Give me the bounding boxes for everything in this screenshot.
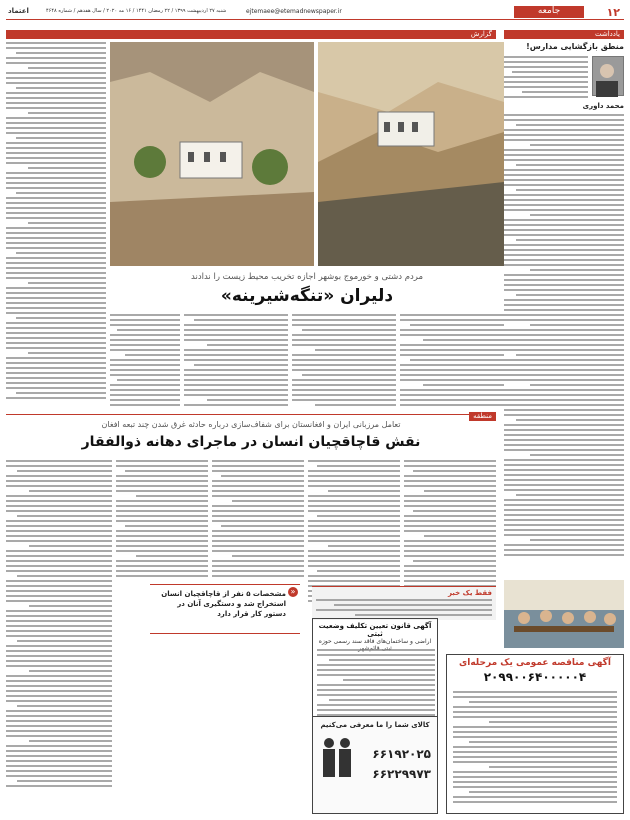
section-divider [6, 414, 496, 415]
column-body [504, 114, 624, 580]
second-body-col3 [212, 460, 304, 580]
page-number: ۱۲ [606, 6, 620, 19]
brief-box [312, 586, 496, 620]
notice-subtitle: اراضی و ساختمان‌های فاقد سند رسمی حوزه [318, 638, 432, 645]
column-section-label: یادداشت [504, 30, 624, 39]
tender-title: آگهی مناقصه عمومی یک مرحله‌ای [459, 658, 611, 668]
opinion-column [504, 40, 624, 580]
promo-line: کالای شما را ما معرفی می‌کنیم [320, 721, 430, 729]
person-silhouette-icon [591, 57, 623, 97]
author-name: محمد داوری [582, 102, 624, 110]
pull-quote-text: مشخصات ۵ نفر از قاچاقچیان انسان استخراج شد و دستگیری آنان در دستور کار قرار دارد [161, 590, 286, 618]
promo-ad [312, 716, 438, 814]
logo: اعتماد [8, 7, 29, 15]
main-kicker: مردم دشتی و خورموج بوشهر اجازه تخریب محیط زیست را ندادند [191, 272, 423, 282]
notice-title: آگهی قانون تعیین تکلیف وضعیت ثبتی [318, 622, 432, 638]
pull-quote [150, 584, 300, 634]
second-body-col4 [116, 460, 208, 580]
promo-phone-1: ۶۶۱۹۲۰۲۵ [372, 747, 431, 761]
report-photo-right [318, 42, 504, 266]
tender-number: ۲۰۹۹۰۰۶۴۰۰۰۰۰۴ [483, 670, 587, 684]
report-body-col1 [400, 314, 504, 410]
business-people-icon [317, 735, 357, 791]
main-headline: دلیران «تنگه‌شیرینه» [220, 286, 394, 306]
tender-body [453, 691, 617, 809]
report-body-col4 [110, 314, 180, 410]
report-side-column [6, 42, 106, 410]
second-body-col2 [308, 460, 400, 606]
brief-title: فقط یک خبر [447, 589, 492, 597]
column-title: منطق بازگشایی مدارس! [526, 42, 624, 51]
report-section-label: گزارش [6, 30, 496, 39]
region-section-label: منطقه [469, 412, 496, 421]
second-body-col1 [404, 460, 496, 606]
report-body-col2 [292, 314, 396, 410]
second-body-col5 [6, 460, 112, 816]
quote-icon: « [288, 587, 298, 597]
classroom-photo [504, 580, 624, 648]
section-label: جامعه [514, 6, 584, 18]
column-intro-text [504, 56, 588, 102]
tender-ad [446, 654, 624, 814]
author-photo [592, 56, 624, 96]
brief-body [312, 599, 496, 619]
second-headline: نقش قاچاقچیان انسان در ماجرای دهانه ذوالفقار [81, 434, 421, 450]
report-body-col3 [184, 314, 288, 410]
promo-phone-2: ۶۶۲۲۹۹۷۳ [372, 767, 431, 781]
report-photo-left [110, 42, 314, 266]
email-address: ejtemaee@etemadnewspaper.ir [246, 8, 342, 15]
masthead-bar [6, 6, 624, 20]
date-issue: شنبه ۲۷ اردیبهشت ۱۳۹۹ / ۲۲ رمضان ۱۴۴۱ / ۱۶ مه ۲۰۲۰ / سال هفدهم / شماره ۴۶۴۸ [46, 8, 227, 14]
second-kicker: تعامل مرزبانی ایران و افغانستان برای شفاف‌سازی درباره حادثه غرق شدن چند تبعه افغان [101, 420, 401, 429]
